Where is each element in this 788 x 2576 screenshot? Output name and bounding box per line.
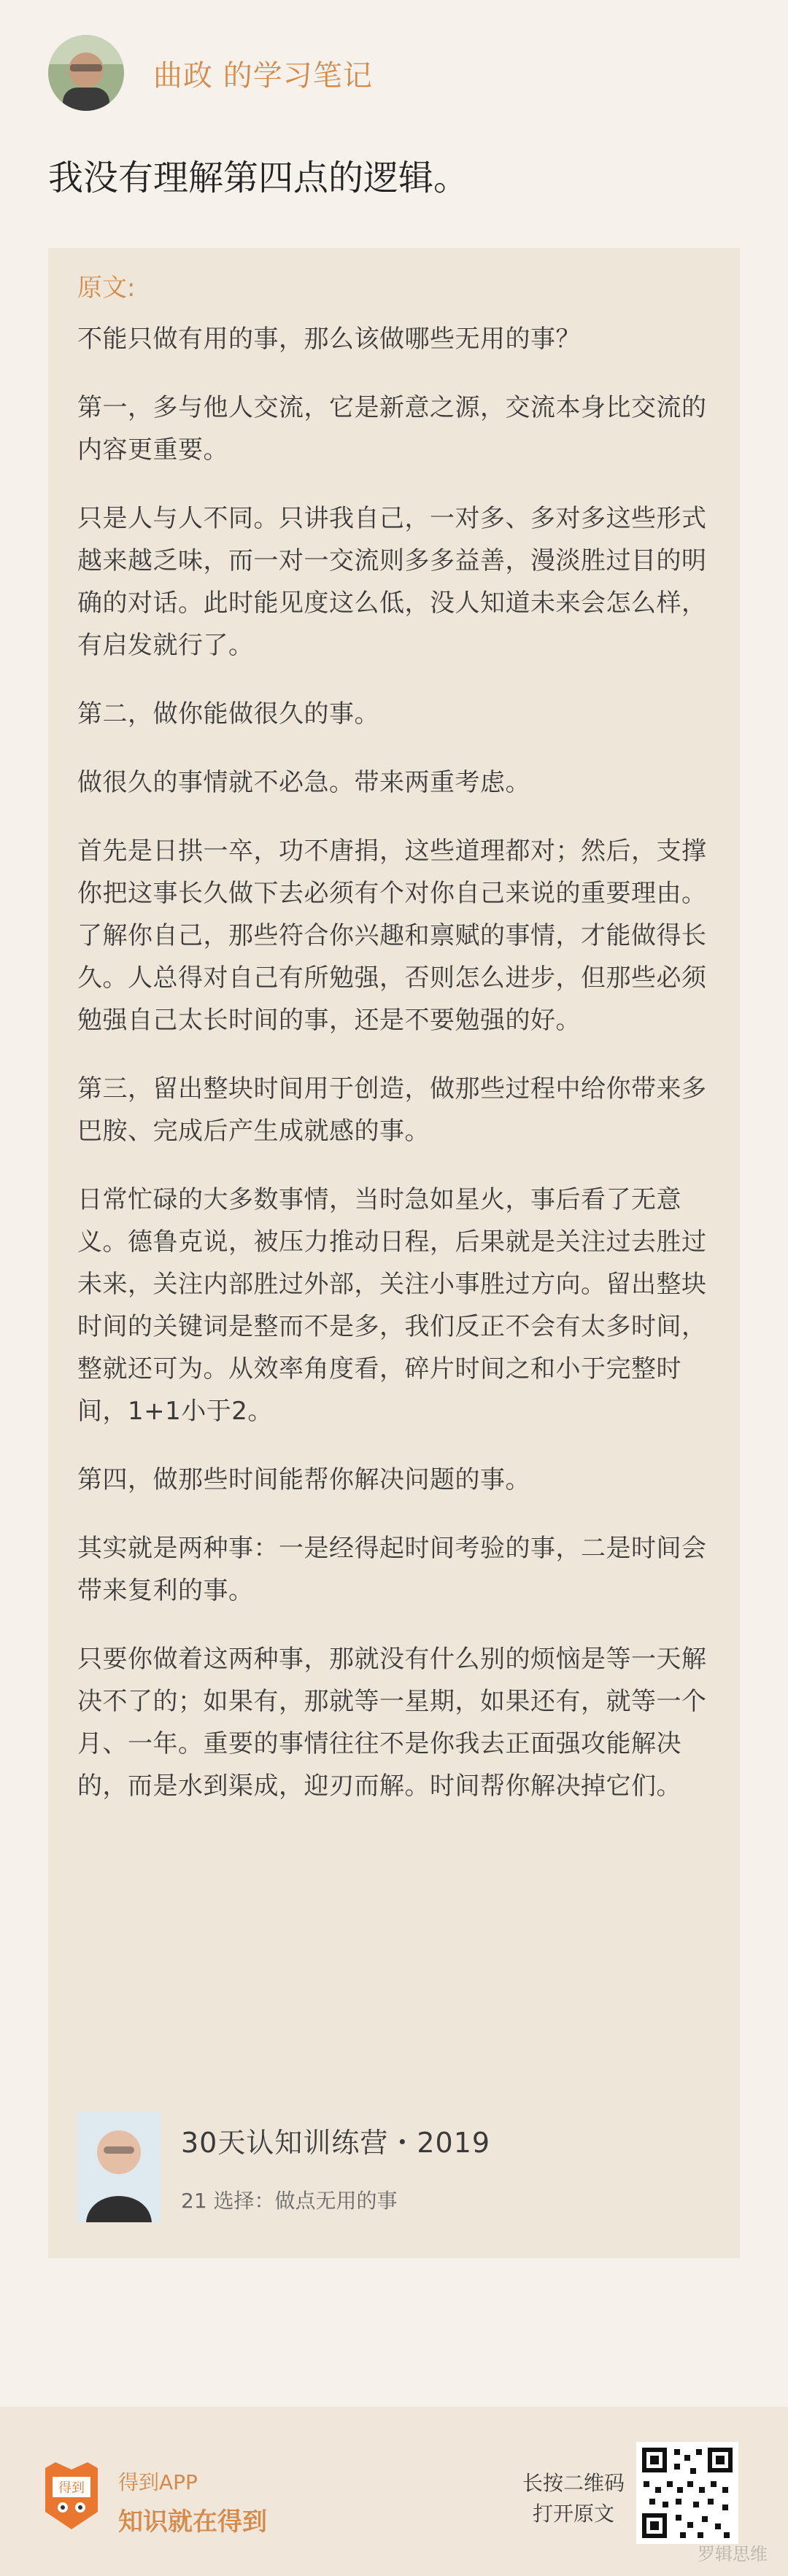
qr-instruction xyxy=(522,2468,625,2529)
paragraph: 不能只做有用的事，那么该做哪些无用的事？ xyxy=(77,325,581,354)
quote-content xyxy=(77,270,712,1834)
paragraph: 第四，做那些时间能帮你解决问题的事。 xyxy=(77,1465,530,1494)
course-info xyxy=(181,2111,490,2214)
avatar-portrait-icon xyxy=(48,35,124,111)
course-author-portrait-icon xyxy=(77,2111,161,2222)
course-subtitle: 21 选择：做点无用的事 xyxy=(181,2189,398,2213)
course-link[interactable] xyxy=(77,2111,490,2222)
paragraph: 首先是日拱一卒，功不唐捐，这些道理都对；然后，支撑你把这事长久做下去必须有个对你自己来说的重要理由。了解你自己，那些符合你兴趣和禀赋的事情，才能做得长久。人总得对自己有所勉强，否则怎么进步，但那些必须勉强自己太长时间的事，还是不要勉强的好。 xyxy=(77,837,707,1035)
avatar[interactable] xyxy=(48,35,124,111)
footer-banner xyxy=(0,2407,788,2576)
course-thumbnail xyxy=(77,2111,161,2222)
note-title: 我没有理解第四点的逻辑。 xyxy=(48,158,469,198)
qr-code-icon xyxy=(636,2442,738,2544)
owl-logo-icon xyxy=(41,2461,102,2531)
qr-instruction-line1: 长按二维码 xyxy=(522,2471,625,2495)
quote-card xyxy=(48,248,740,2258)
logo-text: 得到 xyxy=(58,2480,85,2496)
paragraph: 日常忙碌的大多数事情，当时急如星火，事后看了无意义。德鲁克说，被压力推动日程，后果就是关注过去胜过未来，关注内部胜过外部，关注小事胜过方向。留出整块时间的关键词是整而不是多，我们反正不会有太多时间，整就还可为。从效率角度看，碎片时间之和小于完整时间，1+1小于2。 xyxy=(77,1185,707,1426)
author-name[interactable]: 曲政 的学习笔记 xyxy=(153,58,373,93)
app-name: 得到APP xyxy=(118,2470,198,2494)
paragraph: 第三，留出整块时间用于创造，做那些过程中给你带来多巴胺、完成后产生成就感的事。 xyxy=(77,1074,707,1146)
paragraph: 其实就是两种事：一是经得起时间考验的事，二是时间会带来复利的事。 xyxy=(77,1534,707,1605)
paragraph: 只是人与人不同。只讲我自己，一对多、多对多这些形式越来越乏味，而一对一交流则多多益善，漫淡胜过目的明确的对话。此时能见度这么低，没人知道未来会怎么样，有启发就行了。 xyxy=(77,504,707,660)
app-slogan: 知识就在得到 xyxy=(118,2507,267,2537)
qr-code[interactable] xyxy=(636,2442,738,2544)
qr-instruction-line2: 打开原文 xyxy=(532,2502,614,2526)
paragraph: 第一，多与他人交流，它是新意之源，交流本身比交流的内容更重要。 xyxy=(77,393,707,465)
paragraph: 只要你做着这两种事，那就没有什么别的烦恼是等一天解决不了的；如果有，那就等一星期，如果还有，就等一个月、一年。重要的事情往往不是你我去正面强攻能解决的，而是水到渠成，迎刃而解。时间帮你解决掉它们。 xyxy=(77,1645,707,1801)
dedao-logo-icon xyxy=(41,2461,102,2531)
original-label: 原文: xyxy=(77,273,136,303)
watermark: 罗辑思维 xyxy=(698,2544,768,2564)
course-title: 30天认知训练营・2019 xyxy=(181,2127,491,2159)
paragraph: 第二，做你能做很久的事。 xyxy=(77,699,379,729)
note-header xyxy=(48,35,373,111)
paragraph: 做很久的事情就不必急。带来两重考虑。 xyxy=(77,768,530,797)
